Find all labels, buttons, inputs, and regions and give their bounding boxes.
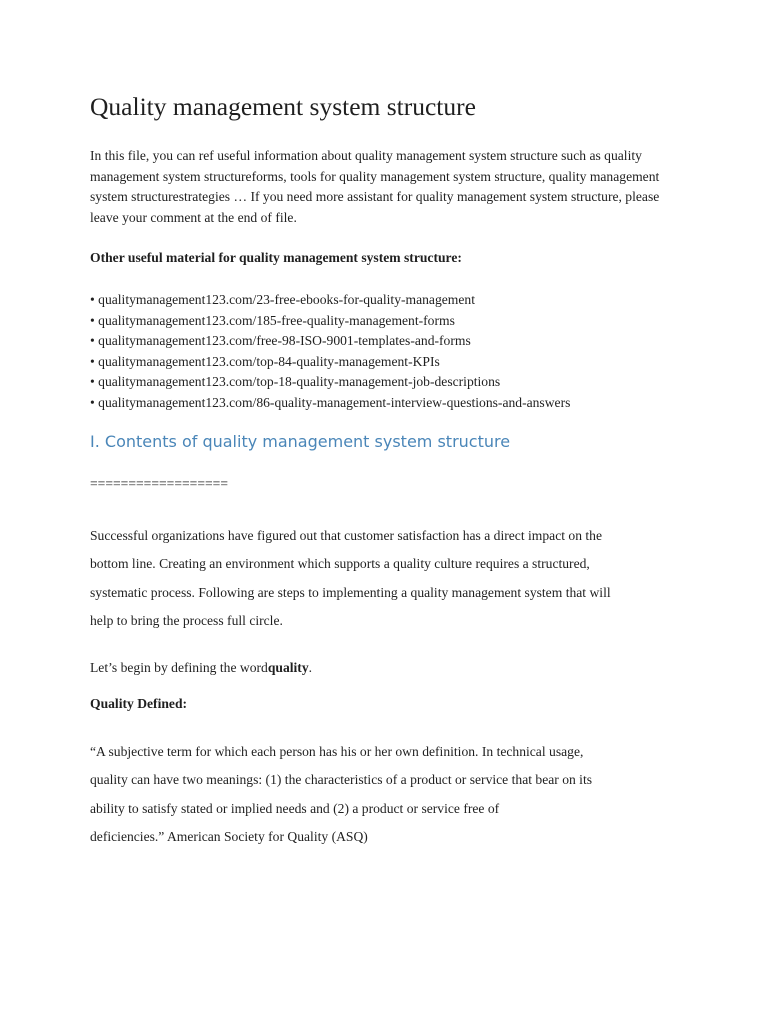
quote-line: “A subjective term for which each person has his or her own definition. In technical usage,: [90, 744, 584, 759]
quote-line: quality can have two meanings: (1) the characteristics of a product or service that bear on its: [90, 772, 593, 788]
resource-link[interactable]: • qualitymanagement123.com/free-98-ISO-9001-templates-and-forms: [90, 333, 471, 349]
resource-link[interactable]: • qualitymanagement123.com/86-quality-management-interview-questions-and-answers: [90, 394, 571, 410]
quote-line: deficiencies.” American Society for Quality (ASQ): [90, 829, 368, 845]
define-quality-suffix: .: [308, 660, 313, 675]
document-title: Quality management system structure: [90, 92, 476, 121]
paragraph-line: bottom line. Creating an environment which supports a quality culture requires a structured,: [90, 556, 590, 572]
section-heading-contents: I. Contents of quality management system structure: [90, 432, 511, 451]
customer-satisfaction-paragraph: [90, 522, 680, 636]
intro-paragraph: In this file, you can ref useful information about quality management system structure such as quality management system structureforms, tools for quality management system structure, quality management system structurestrategies … If you need more assistant for quality management system structure, please leave your comment at the end of file.: [90, 148, 660, 225]
quality-defined-heading: Quality Defined:: [90, 696, 188, 711]
paragraph-line: systematic process. Following are steps to implementing a quality management system that will: [90, 584, 611, 600]
resource-link[interactable]: • qualitymanagement123.com/23-free-ebooks-for-quality-management: [90, 292, 475, 307]
quote-line: ability to satisfy stated or implied needs and (2) a product or service free of: [90, 800, 500, 816]
define-quality-paragraph: [90, 654, 680, 682]
resource-link[interactable]: • qualitymanagement123.com/top-84-quality-management-KPIs: [90, 353, 440, 369]
resource-link[interactable]: • qualitymanagement123.com/185-free-quality-management-forms: [90, 312, 455, 328]
separator-line: ==================: [90, 476, 228, 491]
resource-link[interactable]: • qualitymanagement123.com/top-18-quality-management-job-descriptions: [90, 374, 501, 390]
useful-material-heading: Other useful material for quality management system structure:: [90, 250, 462, 265]
quality-word: quality: [267, 660, 309, 675]
resource-link-list: [90, 290, 570, 414]
paragraph-line: help to bring the process full circle.: [90, 613, 283, 629]
asq-quote-paragraph: [90, 738, 680, 852]
paragraph-line: Successful organizations have figured out that customer satisfaction has a direct impact on the: [90, 528, 603, 543]
define-quality-prefix: Let’s begin by defining the word: [90, 660, 268, 675]
